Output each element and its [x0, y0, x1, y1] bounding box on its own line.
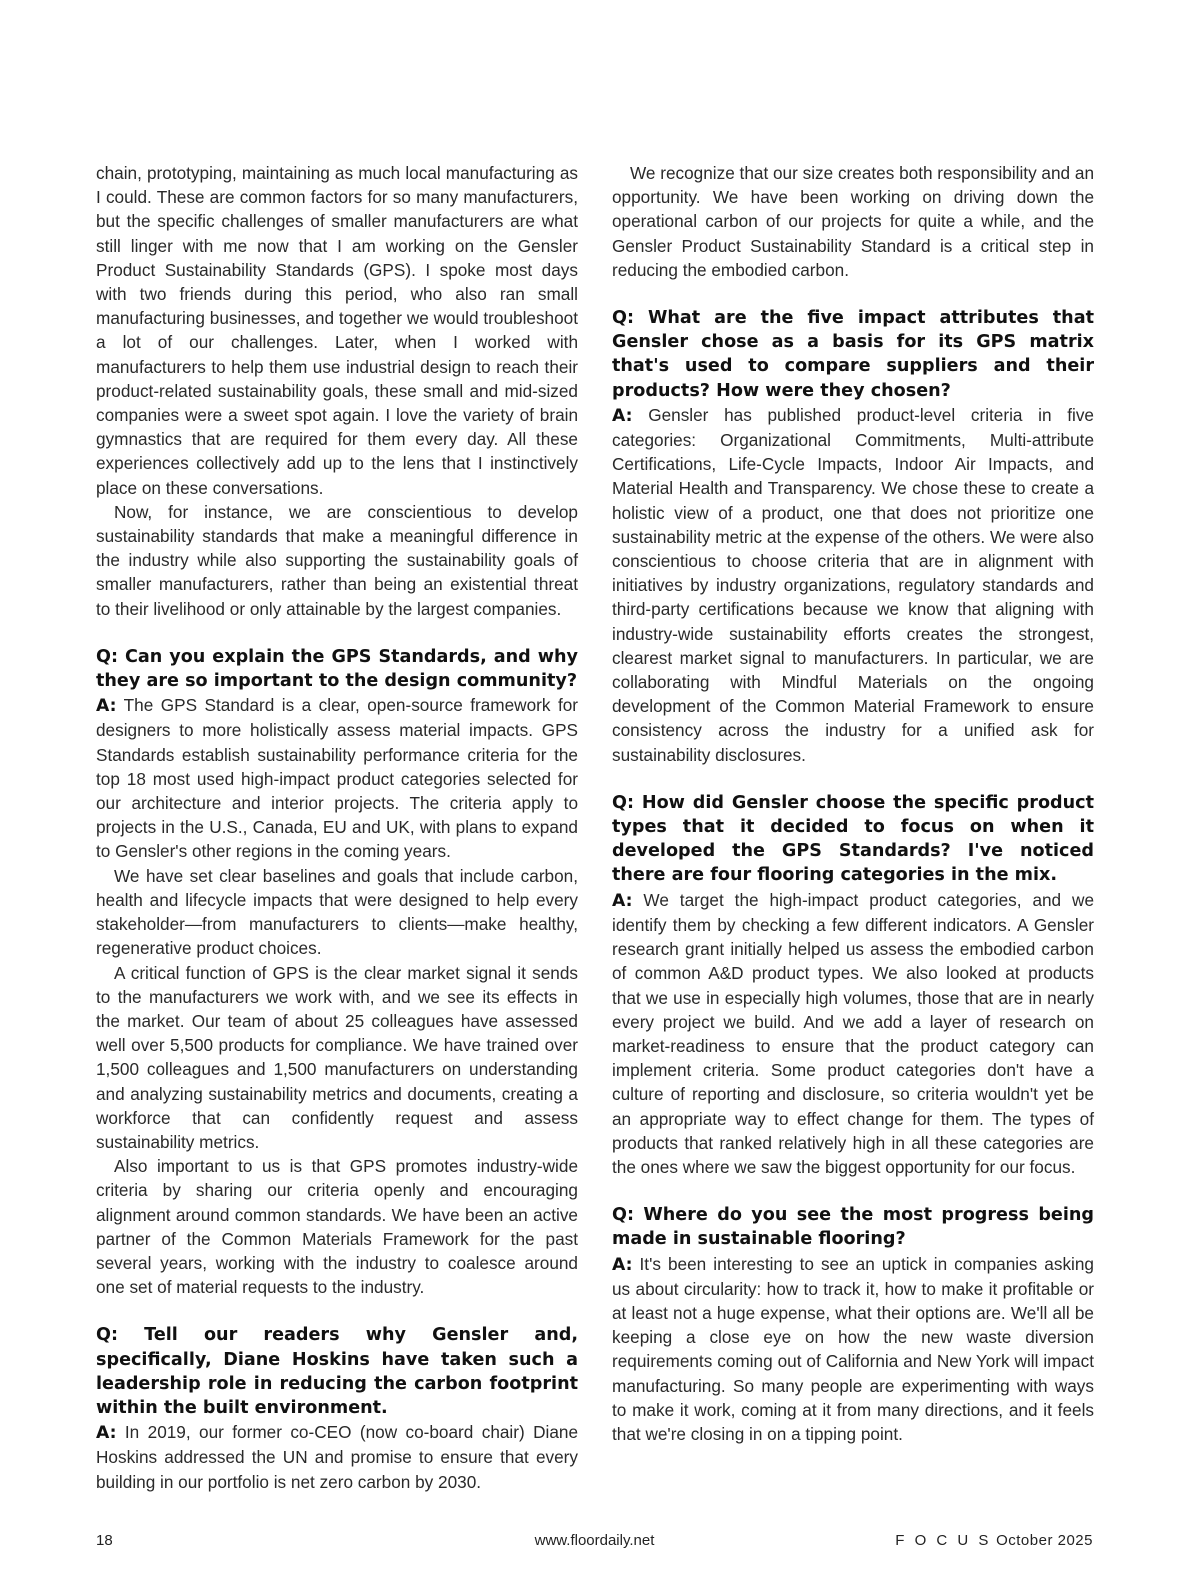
- paragraph: A critical function of GPS is the clear market signal it sends to the manufacturers we work with, and we see its effects in the market. Our team of about 25 colleagues have assessed well over 5,500 products for compliance. We have trained over 1,500 colleagues and 1,500 manufacturers on understanding and analyzing sustainability metrics and documents, creating a workforce that can confidently request and assess sustainability metrics.: [96, 962, 578, 1152]
- question-heading: Q: Where do you see the most progress being made in sustainable flooring?: [612, 1205, 1094, 1250]
- answer-text: Gensler has published product-level criteria in five categories: Organizational Commitments, Multi-attribute Certifications, Life-Cycle Impacts, Indoor Air Impacts, and Material Health and Transparency. We chose these to create a holistic view of a product, one that does not prioritize one sustainability metric at the expense of the others. We were also conscientious to choose criteria that are in alignment with initiatives by industry organizations, regulatory standards and third-party certifications because we know that aligning with industry-wide sustainability efforts creates the strongest, clearest market signal to manufacturers. In particular, we are collaborating with Mindful Materials on the ongoing development of the Common Material Framework to ensure consistency across the industry for a unified ask for sustainability disclosures.: [612, 404, 1094, 765]
- page-number: 18: [96, 1532, 113, 1549]
- question-heading: Q: Can you explain the GPS Standards, and why they are so important to the design community?: [96, 646, 578, 692]
- issue-date: October 2025: [996, 1532, 1093, 1549]
- website-link[interactable]: www.floordaily.net: [534, 1532, 655, 1549]
- answer-paragraph: [96, 1420, 578, 1494]
- page-footer: [96, 1532, 1093, 1554]
- left-column: [96, 161, 578, 1494]
- paragraph: chain, prototyping, maintaining as much local manufacturing as I could. These are common factors for so many manufacturers, but the specific challenges of smaller manufacturers are what still linger with me now that I am working on the Gensler Product Sustainability Standards (GPS). I spoke most days with two friends during this period, who also ran small manufacturing businesses, and together we would troubleshoot a lot of our challenges. Later, when I worked with manufacturers to help them use industrial design to reach their product-related sustainability goals, these small and mid-sized companies were a sweet spot again. I love the variety of brain gymnastics that are required for them every day. All these experiences collectively add up to the lens that I instinctively place on these conversations.: [96, 163, 578, 498]
- answer-paragraph: [96, 693, 578, 863]
- answer-label: A:: [612, 1254, 633, 1275]
- answer-text: It's been interesting to see an uptick in companies asking us about circularity: how to track it, how to make it profitable or at least not a huge expense, what their options are. We'll all be keeping a close eye on how the new waste diversion requirements coming out of California and New York will impact manufacturing. So many people are experimenting with ways to make it work, coming at it from many directions, and it feels that we're closing in on a tipping point.: [612, 1253, 1094, 1444]
- answer-label: A:: [612, 405, 633, 426]
- paragraph: We recognize that our size creates both responsibility and an opportunity. We have been working on driving down the operational carbon of our projects for quite a while, and the Gensler Product Sustainability Standard is a critical step in reducing the embodied carbon.: [612, 163, 1095, 280]
- answer-paragraph: [612, 403, 1094, 767]
- paragraph: Also important to us is that GPS promotes industry-wide criteria by sharing our criteria openly and encouraging alignment around common standards. We have been an active partner of the Common Materials Framework for the past several years, working with the industry to coalesce around one set of material requests to the industry.: [96, 1156, 578, 1298]
- paragraph: We have set clear baselines and goals that include carbon, health and lifecycle impacts that were designed to help every stakeholder—from manufacturers to clients—make healthy, regenerative product choices.: [96, 865, 578, 959]
- issue-label: [895, 1532, 1093, 1549]
- answer-text: The GPS Standard is a clear, open-source framework for designers to more holistically assess material impacts. GPS Standards establish sustainability performance criteria for the top 18 most used high-impact product categories selected for our architecture and interior projects. The criteria apply to projects in the U.S., Canada, EU and UK, with plans to expand to Gensler's other regions in the coming years.: [96, 695, 579, 862]
- right-column: [612, 161, 1094, 1446]
- answer-label: A:: [96, 1423, 117, 1444]
- publication-name: F O C U S: [895, 1532, 992, 1549]
- question-heading: Q: How did Gensler choose the specific product types that it decided to focus on when it developed the GPS Standards? I've noticed there are four flooring categories in the mix.: [612, 792, 1094, 886]
- answer-label: A:: [96, 696, 117, 717]
- question-heading: Q: What are the five impact attributes that Gensler chose as a basis for its GPS matrix that's used to compare suppliers and their products? How were they chosen?: [612, 308, 1094, 401]
- answer-text: We target the high-impact product categories, and we identify them by checking a few different indicators. A Gensler research grant initially helped us assess the embodied carbon of common A&D product types. We also looked at products that we use in especially high volumes, those that are in nearly every project we build. And we add a layer of research on market-readiness to ensure that the product category can implement criteria. Some product categories don't have a culture of reporting and disclosure, so criteria wouldn't yet be an appropriate way to effect change for them. The types of products that ranked relatively high in all these categories are the ones where we saw the biggest opportunity for our focus.: [612, 889, 1094, 1177]
- answer-label: A:: [612, 890, 633, 911]
- question-heading: Q: Tell our readers why Gensler and, specifically, Diane Hoskins have taken such a leadership role in reducing the carbon footprint within the built environment.: [96, 1325, 578, 1418]
- answer-paragraph: [612, 1252, 1094, 1447]
- paragraph: Now, for instance, we are conscientious to develop sustainability standards that make a meaningful difference in the industry while also supporting the sustainability goals of smaller manufacturers, rather than being an existential threat to their livelihood or only attainable by the largest companies.: [96, 501, 578, 619]
- answer-paragraph: [612, 888, 1094, 1179]
- answer-text: In 2019, our former co-CEO (now co-board chair) Diane Hoskins addressed the UN and promise to ensure that every building in our portfolio is net zero carbon by 2030.: [96, 1422, 579, 1492]
